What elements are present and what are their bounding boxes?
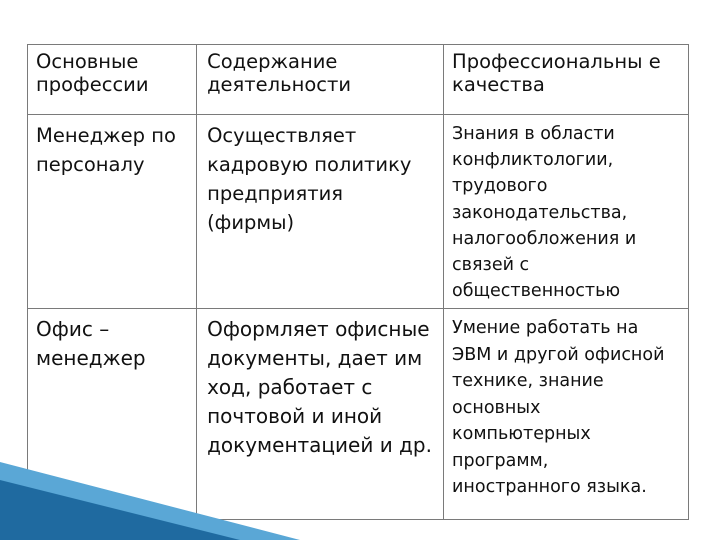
table-header-row bbox=[28, 45, 689, 115]
header-cell-qualities: Профессиональны е качества bbox=[444, 45, 689, 115]
qualities-cell: Знания в области конфликтологии, трудового законодательства, налогообложения и связей с общественностью bbox=[444, 115, 689, 309]
table-row bbox=[28, 115, 689, 309]
activity-cell: Оформляет офисные документы, дает им ход, работает с почтовой и иной документацией и др. bbox=[197, 309, 444, 520]
profession-cell: Менеджер по персоналу bbox=[28, 115, 197, 309]
profession-cell: Офис – менеджер bbox=[28, 309, 197, 520]
qualities-cell: Умение работать на ЭВМ и другой офисной технике, знание основных компьютерных программ, иностранного языка. bbox=[444, 309, 689, 520]
header-cell-professions: Основные профессии bbox=[28, 45, 197, 115]
table-row bbox=[28, 309, 689, 520]
activity-cell: Осуществляет кадровую политику предприятия (фирмы) bbox=[197, 115, 444, 309]
header-cell-activity: Содержание деятельности bbox=[197, 45, 444, 115]
professions-table bbox=[27, 44, 689, 520]
